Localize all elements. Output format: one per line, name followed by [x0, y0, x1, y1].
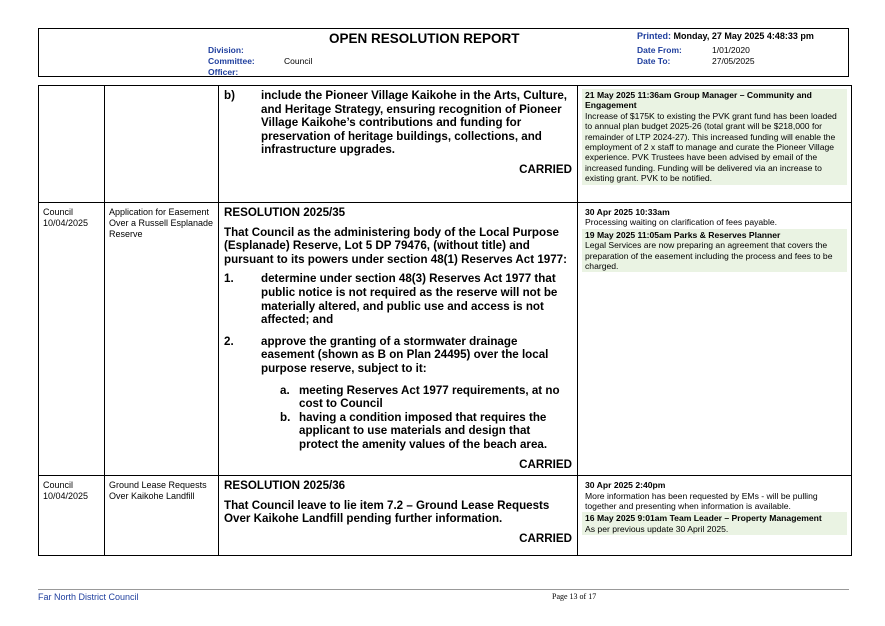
resolution-text: That Council leave to lie item 7.2 – Ground Lease Requests Over Kaikohe Landfill pending further information. — [224, 498, 550, 526]
subject-text: Ground Lease Requests Over Kaikohe Landfill — [109, 480, 207, 502]
update-entry — [582, 206, 847, 229]
footer-organisation: Far North District Council — [38, 592, 139, 602]
meeting-name: Council — [43, 207, 74, 217]
printed-value: Monday, 27 May 2025 4:48:33 pm — [673, 31, 814, 41]
update-heading: 19 May 2025 11:05am Parks & Reserves Planner — [585, 229, 781, 240]
resolution-number: RESOLUTION 2025/35 — [224, 206, 346, 219]
update-heading: 30 Apr 2025 10:33am — [585, 207, 670, 217]
subitem-letter: a. — [280, 383, 290, 397]
item-number: 1. — [224, 272, 234, 286]
update-text: Legal Services are now preparing an agreement that covers the preparation of the easement including the process and fees to be charged. — [585, 240, 833, 272]
subject-text: Application for Easement Over a Russell Esplanade Reserve — [109, 207, 214, 239]
item-text: determine under section 48(3) Reserves Act 1977 that public notice is not required as the reserve will not be materially altered, and public use and access is not affected; and — [261, 272, 558, 327]
date-to-value: 27/05/2025 — [712, 56, 755, 66]
list-item — [224, 89, 572, 157]
update-text: Increase of $175K to existing the PVK grant fund has been loaded to annual plan budget 2025-26 (total grant will be $218,000 for remainder of LTP 2024-27). This increased funding will enable the employment of 2 x staff to manage and curate the Pioneer Village experience. PVK Trustees have been advised by email of the increased funding. Funding will be delivered via an increase to existing grant. PVK to be notified. — [585, 110, 837, 184]
subitem-letter: b. — [280, 410, 291, 424]
resolution-number: RESOLUTION 2025/36 — [224, 479, 346, 493]
item-number: b) — [224, 89, 235, 102]
meeting-name: Council — [43, 480, 74, 491]
date-from-label: Date From: — [637, 45, 682, 55]
item-text: approve the granting of a stormwater drainage easement (shown as B on Plan 24495) over the local purpose reserve, subject to it: — [261, 334, 549, 375]
report-header — [38, 28, 849, 77]
update-entry — [582, 479, 847, 512]
division-label: Division: — [208, 45, 244, 55]
updates-cell — [578, 476, 852, 556]
subitem-text: meeting Reserves Act 1977 requirements, at no cost to Council — [299, 383, 560, 411]
officer-label: Officer: — [208, 67, 239, 77]
footer-divider — [38, 589, 849, 590]
update-text: Processing waiting on clarification of fees payable. — [585, 217, 778, 228]
subitem-text: having a condition imposed that requires the applicant to use materials and design that protect the amenity values of the beach area. — [299, 410, 548, 451]
update-heading: 30 Apr 2025 2:40pm — [585, 480, 666, 491]
item-number: 2. — [224, 334, 234, 348]
table-row — [39, 203, 852, 476]
list-item — [224, 335, 572, 376]
resolution-cell — [219, 203, 578, 476]
meeting-date: 10/04/2025 — [43, 218, 89, 228]
table-row — [39, 86, 852, 203]
sub-list-item — [280, 411, 572, 452]
resolutions-table — [38, 85, 852, 556]
page-number: Page 13 of 17 — [552, 592, 597, 601]
resolution-cell — [219, 86, 578, 203]
update-entry — [582, 512, 847, 535]
meeting-cell — [39, 203, 105, 476]
printed-timestamp — [637, 31, 814, 41]
carried-label: CARRIED — [519, 531, 572, 545]
update-text: More information has been requested by EMs - will be pulling together and presenting when information is available. — [585, 490, 818, 511]
subject-cell — [105, 476, 219, 556]
report-title: OPEN RESOLUTION REPORT — [329, 31, 520, 46]
date-from-value: 1/01/2020 — [712, 45, 750, 55]
meeting-cell — [39, 476, 105, 556]
carried-label: CARRIED — [519, 162, 572, 176]
update-entry — [582, 229, 847, 273]
table-row — [39, 476, 852, 556]
update-entry — [582, 89, 847, 185]
carried-label: CARRIED — [519, 457, 572, 471]
date-to-label: Date To: — [637, 56, 671, 66]
committee-value: Council — [284, 56, 313, 66]
update-heading: 21 May 2025 11:36am Group Manager – Community and Engagement — [585, 90, 812, 111]
resolution-cell — [219, 476, 578, 556]
meeting-date: 10/04/2025 — [43, 491, 89, 502]
updates-cell — [578, 86, 852, 203]
committee-label: Committee: — [208, 56, 255, 66]
printed-label: Printed: — [637, 31, 672, 41]
resolution-intro: That Council as the administering body of the Local Purpose (Esplanade) Reserve, Lot 5 DP 79476, (without title) and pursuant to its powers under section 48(1) Reserves Act 1977: — [224, 225, 567, 266]
list-item — [224, 272, 572, 326]
update-text: As per previous update 30 April 2025. — [585, 523, 729, 534]
update-heading: 16 May 2025 9:01am Team Leader – Property Management — [585, 513, 822, 524]
sub-list-item — [280, 384, 572, 411]
item-text: include the Pioneer Village Kaikohe in the Arts, Culture, and Heritage Strategy, ensuring recognition of Pioneer Village Kaikohe’s contributions and funding for preservation of heritage buildings, collections, and infrastructure upgrades. — [261, 89, 568, 157]
subject-cell — [105, 203, 219, 476]
updates-cell — [578, 203, 852, 476]
